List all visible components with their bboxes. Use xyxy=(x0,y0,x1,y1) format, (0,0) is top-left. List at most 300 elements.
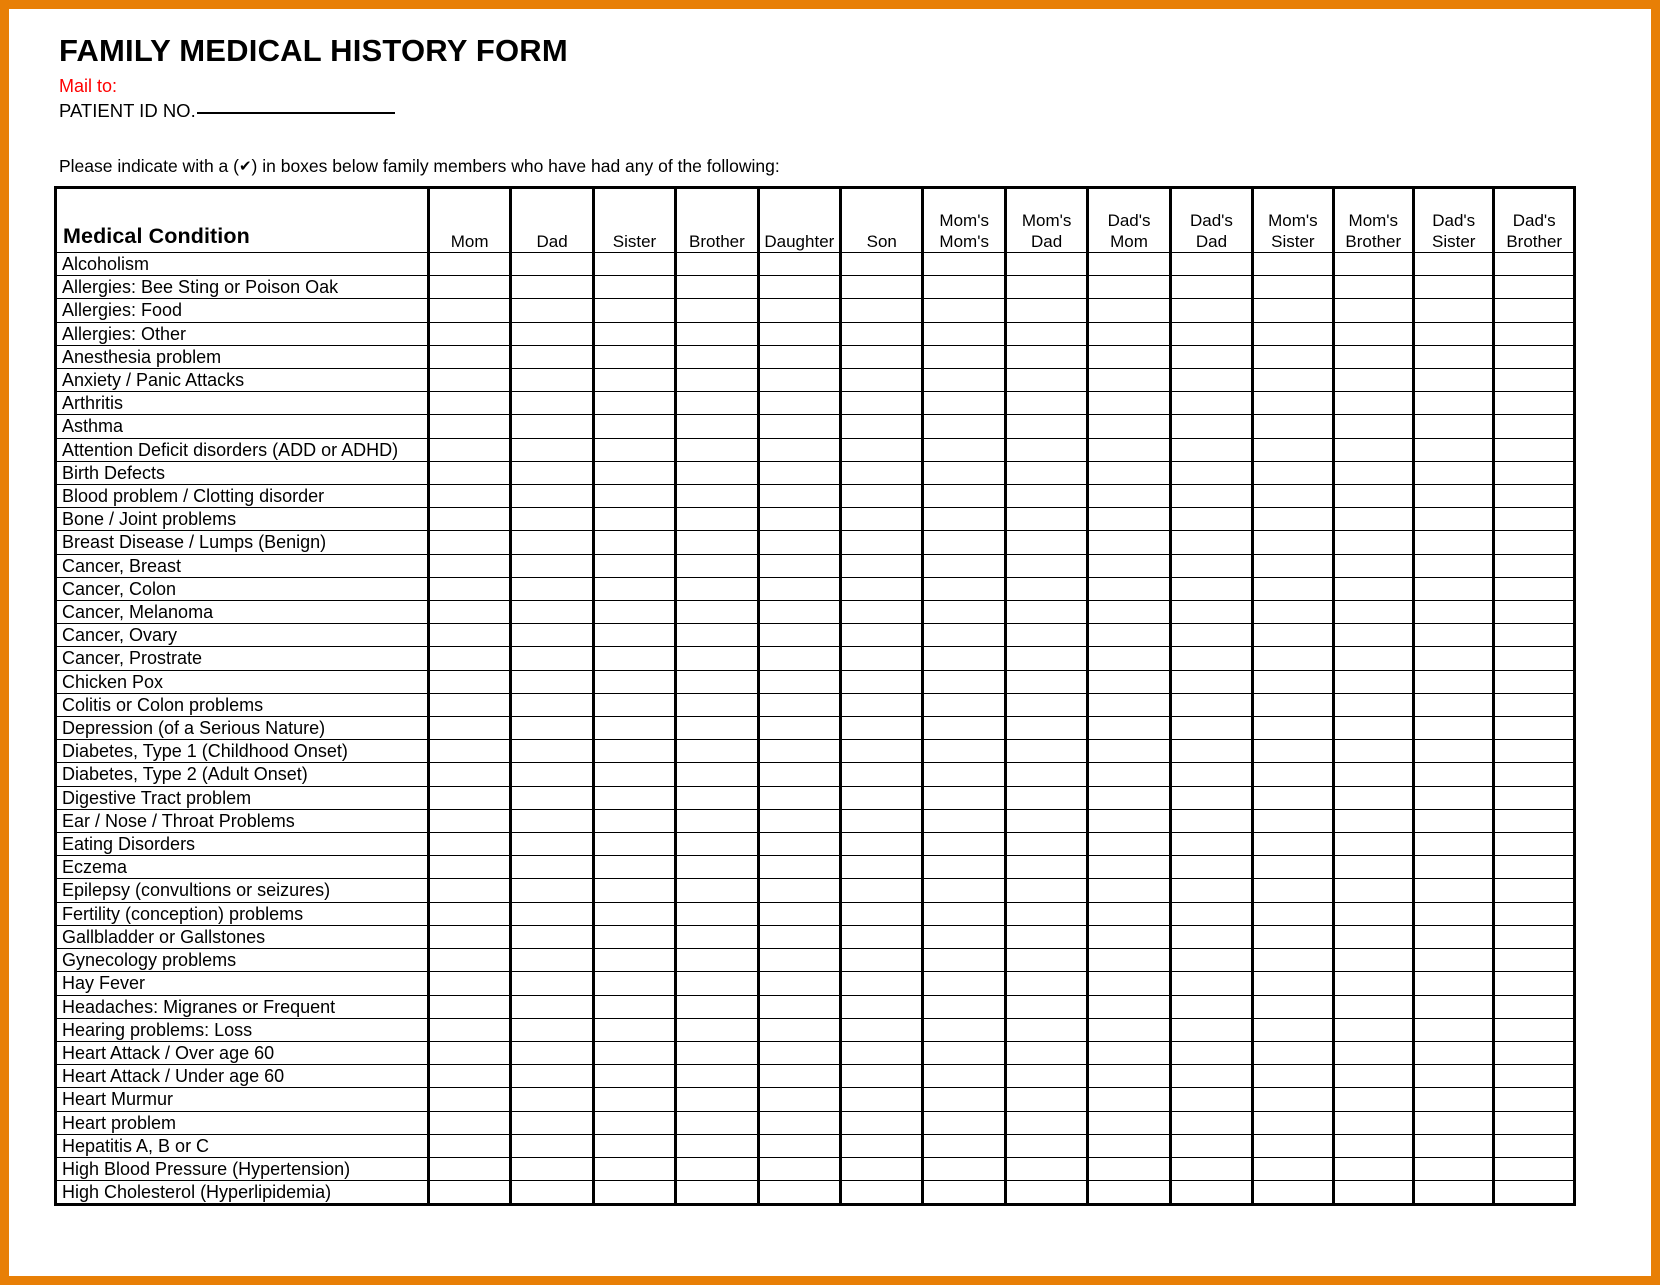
checkbox-cell[interactable] xyxy=(758,717,840,740)
checkbox-cell[interactable] xyxy=(841,1041,923,1064)
checkbox-cell[interactable] xyxy=(428,693,510,716)
checkbox-cell[interactable] xyxy=(841,485,923,508)
checkbox-cell[interactable] xyxy=(1253,276,1333,299)
checkbox-cell[interactable] xyxy=(1494,786,1575,809)
checkbox-cell[interactable] xyxy=(676,392,758,415)
checkbox-cell[interactable] xyxy=(676,415,758,438)
checkbox-cell[interactable] xyxy=(758,833,840,856)
checkbox-cell[interactable] xyxy=(1088,925,1170,948)
checkbox-cell[interactable] xyxy=(1414,833,1494,856)
checkbox-cell[interactable] xyxy=(511,1018,593,1041)
checkbox-cell[interactable] xyxy=(1333,647,1413,670)
checkbox-cell[interactable] xyxy=(676,717,758,740)
checkbox-cell[interactable] xyxy=(593,624,675,647)
checkbox-cell[interactable] xyxy=(841,879,923,902)
checkbox-cell[interactable] xyxy=(593,577,675,600)
checkbox-cell[interactable] xyxy=(758,1157,840,1180)
checkbox-cell[interactable] xyxy=(676,809,758,832)
checkbox-cell[interactable] xyxy=(1253,299,1333,322)
checkbox-cell[interactable] xyxy=(758,763,840,786)
checkbox-cell[interactable] xyxy=(1253,461,1333,484)
checkbox-cell[interactable] xyxy=(923,647,1005,670)
checkbox-cell[interactable] xyxy=(841,299,923,322)
checkbox-cell[interactable] xyxy=(1333,276,1413,299)
checkbox-cell[interactable] xyxy=(1170,299,1252,322)
checkbox-cell[interactable] xyxy=(1088,740,1170,763)
checkbox-cell[interactable] xyxy=(1333,740,1413,763)
checkbox-cell[interactable] xyxy=(676,972,758,995)
checkbox-cell[interactable] xyxy=(428,1088,510,1111)
checkbox-cell[interactable] xyxy=(676,856,758,879)
checkbox-cell[interactable] xyxy=(923,809,1005,832)
checkbox-cell[interactable] xyxy=(1333,902,1413,925)
checkbox-cell[interactable] xyxy=(1414,345,1494,368)
checkbox-cell[interactable] xyxy=(758,1134,840,1157)
checkbox-cell[interactable] xyxy=(1170,485,1252,508)
checkbox-cell[interactable] xyxy=(1494,972,1575,995)
checkbox-cell[interactable] xyxy=(1253,1111,1333,1134)
checkbox-cell[interactable] xyxy=(1333,345,1413,368)
checkbox-cell[interactable] xyxy=(1088,276,1170,299)
checkbox-cell[interactable] xyxy=(841,369,923,392)
checkbox-cell[interactable] xyxy=(676,276,758,299)
checkbox-cell[interactable] xyxy=(1005,902,1087,925)
checkbox-cell[interactable] xyxy=(511,1157,593,1180)
checkbox-cell[interactable] xyxy=(1253,833,1333,856)
checkbox-cell[interactable] xyxy=(593,345,675,368)
checkbox-cell[interactable] xyxy=(511,833,593,856)
checkbox-cell[interactable] xyxy=(676,601,758,624)
checkbox-cell[interactable] xyxy=(1494,1065,1575,1088)
checkbox-cell[interactable] xyxy=(1088,1111,1170,1134)
checkbox-cell[interactable] xyxy=(1088,485,1170,508)
checkbox-cell[interactable] xyxy=(1253,369,1333,392)
checkbox-cell[interactable] xyxy=(1088,345,1170,368)
checkbox-cell[interactable] xyxy=(676,1157,758,1180)
checkbox-cell[interactable] xyxy=(1170,276,1252,299)
checkbox-cell[interactable] xyxy=(841,972,923,995)
checkbox-cell[interactable] xyxy=(1170,972,1252,995)
checkbox-cell[interactable] xyxy=(1333,415,1413,438)
checkbox-cell[interactable] xyxy=(676,1018,758,1041)
checkbox-cell[interactable] xyxy=(1088,438,1170,461)
checkbox-cell[interactable] xyxy=(1333,1134,1413,1157)
checkbox-cell[interactable] xyxy=(676,461,758,484)
checkbox-cell[interactable] xyxy=(841,647,923,670)
checkbox-cell[interactable] xyxy=(593,670,675,693)
checkbox-cell[interactable] xyxy=(1005,995,1087,1018)
checkbox-cell[interactable] xyxy=(1414,763,1494,786)
checkbox-cell[interactable] xyxy=(593,995,675,1018)
checkbox-cell[interactable] xyxy=(1253,322,1333,345)
checkbox-cell[interactable] xyxy=(676,1134,758,1157)
checkbox-cell[interactable] xyxy=(1414,253,1494,276)
checkbox-cell[interactable] xyxy=(428,670,510,693)
checkbox-cell[interactable] xyxy=(1005,1157,1087,1180)
checkbox-cell[interactable] xyxy=(511,949,593,972)
checkbox-cell[interactable] xyxy=(758,461,840,484)
checkbox-cell[interactable] xyxy=(1414,1134,1494,1157)
checkbox-cell[interactable] xyxy=(1494,833,1575,856)
checkbox-cell[interactable] xyxy=(511,1134,593,1157)
checkbox-cell[interactable] xyxy=(428,763,510,786)
checkbox-cell[interactable] xyxy=(923,415,1005,438)
checkbox-cell[interactable] xyxy=(1170,717,1252,740)
checkbox-cell[interactable] xyxy=(1005,1041,1087,1064)
checkbox-cell[interactable] xyxy=(841,995,923,1018)
checkbox-cell[interactable] xyxy=(758,786,840,809)
checkbox-cell[interactable] xyxy=(923,856,1005,879)
checkbox-cell[interactable] xyxy=(758,1111,840,1134)
checkbox-cell[interactable] xyxy=(1414,995,1494,1018)
checkbox-cell[interactable] xyxy=(428,322,510,345)
checkbox-cell[interactable] xyxy=(841,1134,923,1157)
checkbox-cell[interactable] xyxy=(511,554,593,577)
checkbox-cell[interactable] xyxy=(593,392,675,415)
checkbox-cell[interactable] xyxy=(1170,1181,1252,1205)
checkbox-cell[interactable] xyxy=(758,601,840,624)
checkbox-cell[interactable] xyxy=(1414,1111,1494,1134)
checkbox-cell[interactable] xyxy=(758,693,840,716)
checkbox-cell[interactable] xyxy=(1414,1065,1494,1088)
checkbox-cell[interactable] xyxy=(428,1181,510,1205)
checkbox-cell[interactable] xyxy=(758,879,840,902)
checkbox-cell[interactable] xyxy=(1088,1088,1170,1111)
checkbox-cell[interactable] xyxy=(1253,902,1333,925)
checkbox-cell[interactable] xyxy=(1170,740,1252,763)
checkbox-cell[interactable] xyxy=(1253,508,1333,531)
checkbox-cell[interactable] xyxy=(1333,925,1413,948)
checkbox-cell[interactable] xyxy=(1494,508,1575,531)
checkbox-cell[interactable] xyxy=(1170,577,1252,600)
checkbox-cell[interactable] xyxy=(511,253,593,276)
checkbox-cell[interactable] xyxy=(1005,253,1087,276)
checkbox-cell[interactable] xyxy=(676,1065,758,1088)
checkbox-cell[interactable] xyxy=(1494,1041,1575,1064)
checkbox-cell[interactable] xyxy=(758,276,840,299)
checkbox-cell[interactable] xyxy=(758,369,840,392)
checkbox-cell[interactable] xyxy=(1333,1157,1413,1180)
checkbox-cell[interactable] xyxy=(511,345,593,368)
checkbox-cell[interactable] xyxy=(511,670,593,693)
checkbox-cell[interactable] xyxy=(676,508,758,531)
checkbox-cell[interactable] xyxy=(1170,949,1252,972)
checkbox-cell[interactable] xyxy=(676,253,758,276)
checkbox-cell[interactable] xyxy=(1333,693,1413,716)
checkbox-cell[interactable] xyxy=(1494,461,1575,484)
checkbox-cell[interactable] xyxy=(428,1065,510,1088)
checkbox-cell[interactable] xyxy=(1414,276,1494,299)
checkbox-cell[interactable] xyxy=(923,369,1005,392)
checkbox-cell[interactable] xyxy=(1253,1041,1333,1064)
checkbox-cell[interactable] xyxy=(841,276,923,299)
checkbox-cell[interactable] xyxy=(1494,949,1575,972)
checkbox-cell[interactable] xyxy=(1333,856,1413,879)
checkbox-cell[interactable] xyxy=(1088,601,1170,624)
checkbox-cell[interactable] xyxy=(676,345,758,368)
checkbox-cell[interactable] xyxy=(1088,995,1170,1018)
checkbox-cell[interactable] xyxy=(923,995,1005,1018)
checkbox-cell[interactable] xyxy=(923,925,1005,948)
checkbox-cell[interactable] xyxy=(593,322,675,345)
checkbox-cell[interactable] xyxy=(1333,763,1413,786)
checkbox-cell[interactable] xyxy=(428,276,510,299)
checkbox-cell[interactable] xyxy=(1494,763,1575,786)
checkbox-cell[interactable] xyxy=(1170,1041,1252,1064)
checkbox-cell[interactable] xyxy=(676,438,758,461)
checkbox-cell[interactable] xyxy=(1088,554,1170,577)
checkbox-cell[interactable] xyxy=(676,786,758,809)
checkbox-cell[interactable] xyxy=(428,856,510,879)
checkbox-cell[interactable] xyxy=(1494,1181,1575,1205)
checkbox-cell[interactable] xyxy=(1253,995,1333,1018)
checkbox-cell[interactable] xyxy=(1333,531,1413,554)
checkbox-cell[interactable] xyxy=(1005,1111,1087,1134)
checkbox-cell[interactable] xyxy=(841,1018,923,1041)
checkbox-cell[interactable] xyxy=(841,670,923,693)
checkbox-cell[interactable] xyxy=(923,554,1005,577)
checkbox-cell[interactable] xyxy=(1088,670,1170,693)
checkbox-cell[interactable] xyxy=(1253,1157,1333,1180)
checkbox-cell[interactable] xyxy=(428,461,510,484)
checkbox-cell[interactable] xyxy=(1253,415,1333,438)
checkbox-cell[interactable] xyxy=(758,647,840,670)
checkbox-cell[interactable] xyxy=(1414,972,1494,995)
checkbox-cell[interactable] xyxy=(1494,809,1575,832)
checkbox-cell[interactable] xyxy=(676,670,758,693)
checkbox-cell[interactable] xyxy=(923,1181,1005,1205)
checkbox-cell[interactable] xyxy=(923,276,1005,299)
checkbox-cell[interactable] xyxy=(1170,1018,1252,1041)
checkbox-cell[interactable] xyxy=(1253,253,1333,276)
checkbox-cell[interactable] xyxy=(1494,601,1575,624)
checkbox-cell[interactable] xyxy=(1088,949,1170,972)
checkbox-cell[interactable] xyxy=(1333,1018,1413,1041)
checkbox-cell[interactable] xyxy=(511,461,593,484)
checkbox-cell[interactable] xyxy=(923,1134,1005,1157)
checkbox-cell[interactable] xyxy=(593,647,675,670)
checkbox-cell[interactable] xyxy=(676,1111,758,1134)
checkbox-cell[interactable] xyxy=(593,1065,675,1088)
checkbox-cell[interactable] xyxy=(593,1018,675,1041)
checkbox-cell[interactable] xyxy=(1494,995,1575,1018)
checkbox-cell[interactable] xyxy=(1088,322,1170,345)
checkbox-cell[interactable] xyxy=(1414,369,1494,392)
checkbox-cell[interactable] xyxy=(1333,554,1413,577)
checkbox-cell[interactable] xyxy=(1494,322,1575,345)
checkbox-cell[interactable] xyxy=(593,461,675,484)
checkbox-cell[interactable] xyxy=(841,461,923,484)
checkbox-cell[interactable] xyxy=(1088,763,1170,786)
checkbox-cell[interactable] xyxy=(841,786,923,809)
checkbox-cell[interactable] xyxy=(1253,1134,1333,1157)
checkbox-cell[interactable] xyxy=(593,601,675,624)
checkbox-cell[interactable] xyxy=(593,438,675,461)
checkbox-cell[interactable] xyxy=(428,1157,510,1180)
checkbox-cell[interactable] xyxy=(923,577,1005,600)
checkbox-cell[interactable] xyxy=(1088,693,1170,716)
checkbox-cell[interactable] xyxy=(841,740,923,763)
checkbox-cell[interactable] xyxy=(593,1134,675,1157)
checkbox-cell[interactable] xyxy=(1494,577,1575,600)
checkbox-cell[interactable] xyxy=(511,995,593,1018)
checkbox-cell[interactable] xyxy=(1005,369,1087,392)
checkbox-cell[interactable] xyxy=(841,763,923,786)
checkbox-cell[interactable] xyxy=(758,392,840,415)
checkbox-cell[interactable] xyxy=(676,322,758,345)
checkbox-cell[interactable] xyxy=(511,601,593,624)
checkbox-cell[interactable] xyxy=(1088,856,1170,879)
checkbox-cell[interactable] xyxy=(1005,1018,1087,1041)
checkbox-cell[interactable] xyxy=(923,1041,1005,1064)
checkbox-cell[interactable] xyxy=(841,253,923,276)
checkbox-cell[interactable] xyxy=(1253,601,1333,624)
checkbox-cell[interactable] xyxy=(1005,415,1087,438)
checkbox-cell[interactable] xyxy=(923,299,1005,322)
checkbox-cell[interactable] xyxy=(593,253,675,276)
checkbox-cell[interactable] xyxy=(1333,485,1413,508)
checkbox-cell[interactable] xyxy=(1414,717,1494,740)
checkbox-cell[interactable] xyxy=(1005,577,1087,600)
checkbox-cell[interactable] xyxy=(923,763,1005,786)
checkbox-cell[interactable] xyxy=(758,299,840,322)
checkbox-cell[interactable] xyxy=(923,1088,1005,1111)
checkbox-cell[interactable] xyxy=(428,577,510,600)
checkbox-cell[interactable] xyxy=(1088,1181,1170,1205)
checkbox-cell[interactable] xyxy=(923,253,1005,276)
checkbox-cell[interactable] xyxy=(1170,670,1252,693)
checkbox-cell[interactable] xyxy=(841,693,923,716)
checkbox-cell[interactable] xyxy=(1494,415,1575,438)
checkbox-cell[interactable] xyxy=(1088,1157,1170,1180)
checkbox-cell[interactable] xyxy=(923,879,1005,902)
checkbox-cell[interactable] xyxy=(1170,925,1252,948)
checkbox-cell[interactable] xyxy=(428,415,510,438)
checkbox-cell[interactable] xyxy=(428,1018,510,1041)
checkbox-cell[interactable] xyxy=(1005,276,1087,299)
checkbox-cell[interactable] xyxy=(1333,577,1413,600)
checkbox-cell[interactable] xyxy=(593,693,675,716)
checkbox-cell[interactable] xyxy=(1088,577,1170,600)
checkbox-cell[interactable] xyxy=(428,508,510,531)
checkbox-cell[interactable] xyxy=(841,392,923,415)
checkbox-cell[interactable] xyxy=(1170,833,1252,856)
checkbox-cell[interactable] xyxy=(1414,461,1494,484)
checkbox-cell[interactable] xyxy=(1005,345,1087,368)
checkbox-cell[interactable] xyxy=(1333,624,1413,647)
checkbox-cell[interactable] xyxy=(428,601,510,624)
checkbox-cell[interactable] xyxy=(676,740,758,763)
checkbox-cell[interactable] xyxy=(1494,438,1575,461)
checkbox-cell[interactable] xyxy=(1253,949,1333,972)
checkbox-cell[interactable] xyxy=(1333,809,1413,832)
checkbox-cell[interactable] xyxy=(428,949,510,972)
checkbox-cell[interactable] xyxy=(1170,1157,1252,1180)
checkbox-cell[interactable] xyxy=(1005,1134,1087,1157)
checkbox-cell[interactable] xyxy=(1253,972,1333,995)
checkbox-cell[interactable] xyxy=(676,369,758,392)
checkbox-cell[interactable] xyxy=(511,786,593,809)
checkbox-cell[interactable] xyxy=(428,438,510,461)
checkbox-cell[interactable] xyxy=(923,531,1005,554)
checkbox-cell[interactable] xyxy=(1253,485,1333,508)
checkbox-cell[interactable] xyxy=(1005,624,1087,647)
checkbox-cell[interactable] xyxy=(758,902,840,925)
checkbox-cell[interactable] xyxy=(1253,531,1333,554)
checkbox-cell[interactable] xyxy=(511,902,593,925)
checkbox-cell[interactable] xyxy=(1170,1111,1252,1134)
checkbox-cell[interactable] xyxy=(923,601,1005,624)
checkbox-cell[interactable] xyxy=(1253,717,1333,740)
checkbox-cell[interactable] xyxy=(511,485,593,508)
checkbox-cell[interactable] xyxy=(593,786,675,809)
checkbox-cell[interactable] xyxy=(1333,717,1413,740)
checkbox-cell[interactable] xyxy=(758,1181,840,1205)
checkbox-cell[interactable] xyxy=(1253,647,1333,670)
checkbox-cell[interactable] xyxy=(841,531,923,554)
checkbox-cell[interactable] xyxy=(511,972,593,995)
checkbox-cell[interactable] xyxy=(1005,1065,1087,1088)
checkbox-cell[interactable] xyxy=(1333,670,1413,693)
checkbox-cell[interactable] xyxy=(1088,415,1170,438)
checkbox-cell[interactable] xyxy=(1005,670,1087,693)
checkbox-cell[interactable] xyxy=(1005,438,1087,461)
checkbox-cell[interactable] xyxy=(1253,1018,1333,1041)
checkbox-cell[interactable] xyxy=(511,1181,593,1205)
checkbox-cell[interactable] xyxy=(1170,322,1252,345)
checkbox-cell[interactable] xyxy=(841,856,923,879)
checkbox-cell[interactable] xyxy=(1253,577,1333,600)
checkbox-cell[interactable] xyxy=(758,925,840,948)
checkbox-cell[interactable] xyxy=(1253,856,1333,879)
checkbox-cell[interactable] xyxy=(428,531,510,554)
checkbox-cell[interactable] xyxy=(1333,392,1413,415)
checkbox-cell[interactable] xyxy=(593,902,675,925)
checkbox-cell[interactable] xyxy=(1170,253,1252,276)
checkbox-cell[interactable] xyxy=(1333,1181,1413,1205)
patient-id-input-rule[interactable] xyxy=(197,112,395,114)
checkbox-cell[interactable] xyxy=(428,925,510,948)
checkbox-cell[interactable] xyxy=(511,693,593,716)
checkbox-cell[interactable] xyxy=(841,1111,923,1134)
checkbox-cell[interactable] xyxy=(1005,740,1087,763)
checkbox-cell[interactable] xyxy=(1414,554,1494,577)
checkbox-cell[interactable] xyxy=(758,438,840,461)
checkbox-cell[interactable] xyxy=(923,740,1005,763)
checkbox-cell[interactable] xyxy=(428,485,510,508)
checkbox-cell[interactable] xyxy=(1494,392,1575,415)
checkbox-cell[interactable] xyxy=(511,577,593,600)
checkbox-cell[interactable] xyxy=(1414,809,1494,832)
checkbox-cell[interactable] xyxy=(1253,1088,1333,1111)
checkbox-cell[interactable] xyxy=(593,763,675,786)
checkbox-cell[interactable] xyxy=(1005,949,1087,972)
checkbox-cell[interactable] xyxy=(593,717,675,740)
checkbox-cell[interactable] xyxy=(923,438,1005,461)
checkbox-cell[interactable] xyxy=(923,717,1005,740)
checkbox-cell[interactable] xyxy=(1333,299,1413,322)
checkbox-cell[interactable] xyxy=(1088,647,1170,670)
checkbox-cell[interactable] xyxy=(923,786,1005,809)
checkbox-cell[interactable] xyxy=(511,369,593,392)
checkbox-cell[interactable] xyxy=(428,1111,510,1134)
checkbox-cell[interactable] xyxy=(593,879,675,902)
checkbox-cell[interactable] xyxy=(511,299,593,322)
checkbox-cell[interactable] xyxy=(1414,508,1494,531)
checkbox-cell[interactable] xyxy=(758,508,840,531)
checkbox-cell[interactable] xyxy=(1005,925,1087,948)
checkbox-cell[interactable] xyxy=(841,1065,923,1088)
